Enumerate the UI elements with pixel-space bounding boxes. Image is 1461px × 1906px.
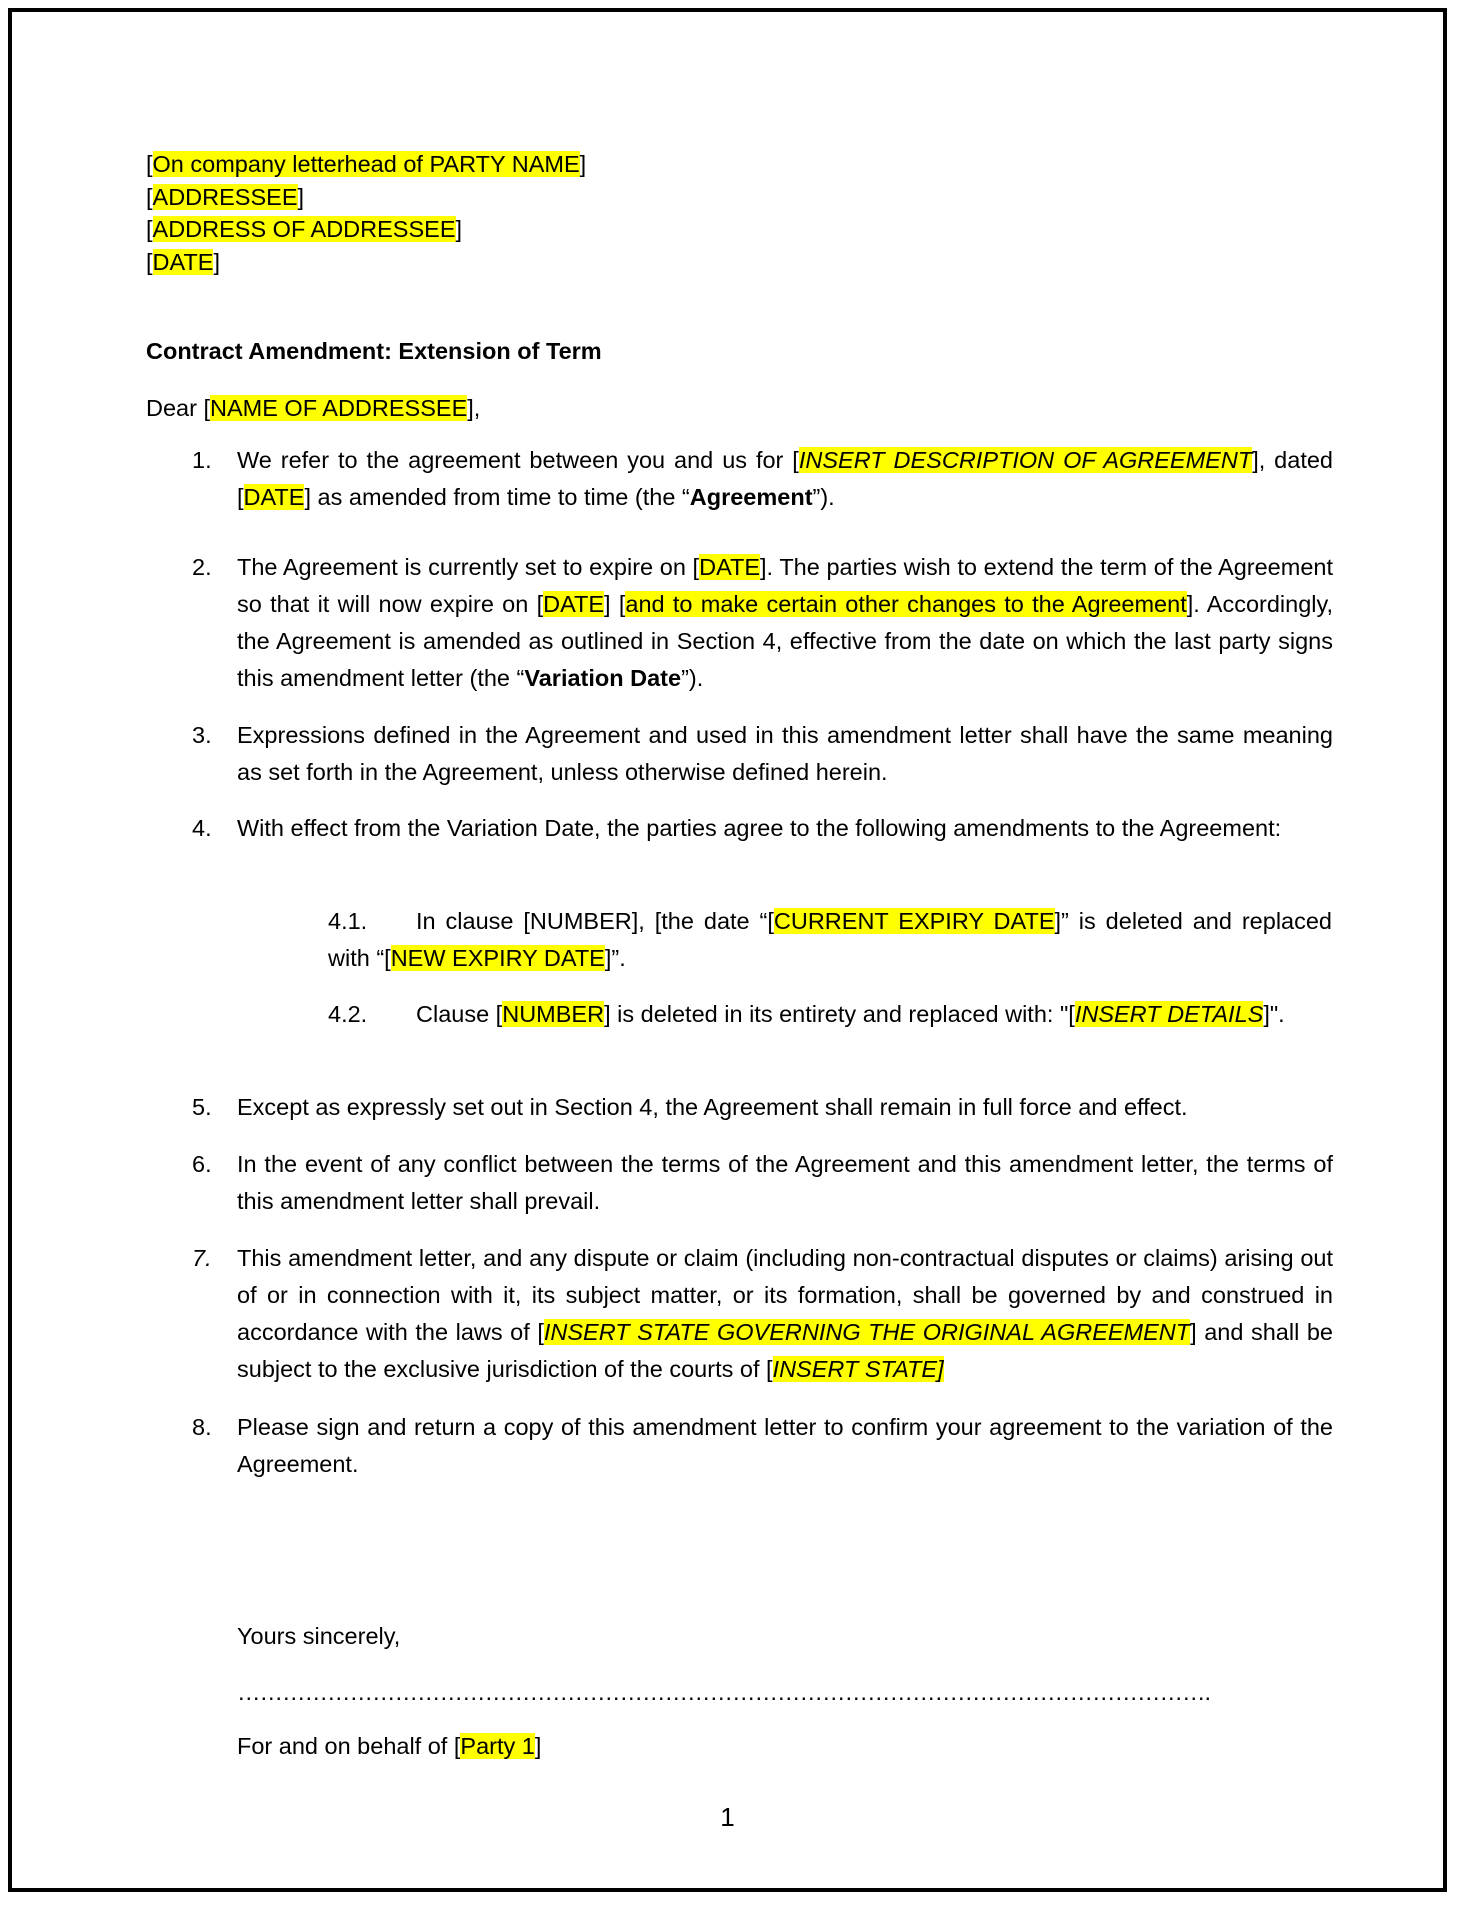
placeholder-addressee: ADDRESSEE bbox=[152, 183, 298, 210]
address-line: [ADDRESS OF ADDRESSEE] bbox=[146, 216, 463, 242]
placeholder-insert-state: INSERT STATE] bbox=[772, 1356, 944, 1382]
placeholder-date: DATE bbox=[699, 554, 761, 580]
letter-subject: Contract Amendment: Extension of Term bbox=[146, 338, 602, 364]
placeholder-insert-details: INSERT DETAILS bbox=[1074, 1001, 1264, 1027]
defined-term: Agreement bbox=[689, 484, 813, 510]
letterhead-block bbox=[146, 148, 586, 278]
salutation-prefix: Dear [ bbox=[146, 395, 210, 421]
placeholder-current-expiry-date: CURRENT EXPIRY DATE bbox=[773, 908, 1055, 934]
placeholder-party: Party 1 bbox=[460, 1733, 535, 1759]
placeholder-date: DATE bbox=[243, 484, 305, 510]
placeholder-agreement-description: INSERT DESCRIPTION OF AGREEMENT bbox=[798, 447, 1253, 473]
document-page bbox=[8, 8, 1447, 1892]
clause-text: Except as expressly set out in Section 4, the Agreement shall remain in full force and effect. bbox=[237, 1094, 1188, 1120]
clause-text: Please sign and return a copy of this amendment letter to confirm your agreement to the variation of the Agreement. bbox=[237, 1414, 1333, 1477]
salutation bbox=[146, 392, 480, 424]
placeholder-other-changes: and to make certain other changes to the Agreement bbox=[625, 591, 1187, 617]
page-number: 1 bbox=[720, 1802, 735, 1832]
placeholder-number: NUMBER bbox=[502, 1001, 605, 1027]
sign-off: Yours sincerely, bbox=[237, 1623, 401, 1649]
salutation-suffix: ], bbox=[467, 395, 481, 421]
clause-number: 5. bbox=[192, 1094, 212, 1120]
clause-number: 4. bbox=[192, 815, 212, 841]
placeholder-new-expiry-date: NEW EXPIRY DATE bbox=[390, 945, 605, 971]
clause-text: With effect from the Variation Date, the parties agree to the following amendments to the Agreement: bbox=[237, 815, 1282, 841]
subclause-4-1: 4.1. In clause [NUMBER], [the date “[CURRENT EXPIRY DATE]” is deleted and replaced with “[NEW EXPIRY DATE]”. bbox=[328, 903, 1332, 977]
defined-term: Variation Date bbox=[524, 665, 682, 691]
clause-number: 2. bbox=[192, 554, 212, 580]
subclause-4-2: 4.2. Clause [NUMBER] is deleted in its entirety and replaced with: "[INSERT DETAILS]". bbox=[328, 996, 1332, 1033]
clause-number: 6. bbox=[192, 1151, 212, 1177]
signature-line: …………………………………………………………………………………………………………………. bbox=[237, 1679, 1211, 1705]
placeholder-date: DATE bbox=[152, 248, 214, 275]
clause-text: This amendment letter, and any dispute or claim (including non-contractual disputes or claims) arising out of or in connection with it, its subject matter, or its formation, shall be governed by and construed in accordance with the laws of [INSERT STATE GOVERNING THE ORIGINAL AGREEMENT] and shall be subject to the exclusive jurisdiction of the courts of [INSERT STATE] bbox=[237, 1245, 1333, 1382]
clause-text: In the event of any conflict between the terms of the Agreement and this amendment letter, the terms of this amendment letter shall prevail. bbox=[237, 1151, 1333, 1214]
subclause-number: 4.1. bbox=[328, 908, 368, 934]
letterhead-line: [On company letterhead of PARTY NAME] bbox=[146, 151, 587, 177]
date-line: [DATE] bbox=[146, 248, 220, 275]
clause-number: 7. bbox=[192, 1245, 212, 1271]
placeholder-party-name: On company letterhead of PARTY NAME bbox=[152, 151, 580, 177]
on-behalf-line: For and on behalf of [Party 1] bbox=[237, 1733, 542, 1759]
clause-text: Expressions defined in the Agreement and used in this amendment letter shall have the same meaning as set forth in the Agreement, unless otherwise defined herein. bbox=[237, 722, 1333, 785]
clause-number: 3. bbox=[192, 722, 212, 748]
placeholder-addressee-name: NAME OF ADDRESSEE bbox=[210, 395, 468, 421]
clause-text: We refer to the agreement between you and us for [INSERT DESCRIPTION OF AGREEMENT], dated [DATE] as amended from time to time (the “Agreement”). bbox=[237, 447, 1333, 510]
addressee-line: [ADDRESSEE] bbox=[146, 183, 305, 210]
placeholder-address: ADDRESS OF ADDRESSEE bbox=[152, 216, 456, 242]
clause-text: The Agreement is currently set to expire on [DATE]. The parties wish to extend the term of the Agreement so that it will now expire on [DATE] [and to make certain other changes to the Agreement]. Accordingly, the Agreement is amended as outlined in Section 4, effective from the date on which the last party signs this amendment letter (the “Variation Date”). bbox=[237, 554, 1334, 691]
clause-number: 8. bbox=[192, 1414, 212, 1440]
subclause-number: 4.2. bbox=[328, 1001, 368, 1027]
clause-number: 1. bbox=[192, 447, 212, 473]
placeholder-governing-state: INSERT STATE GOVERNING THE ORIGINAL AGREEMENT bbox=[543, 1319, 1191, 1345]
placeholder-date: DATE bbox=[543, 591, 605, 617]
